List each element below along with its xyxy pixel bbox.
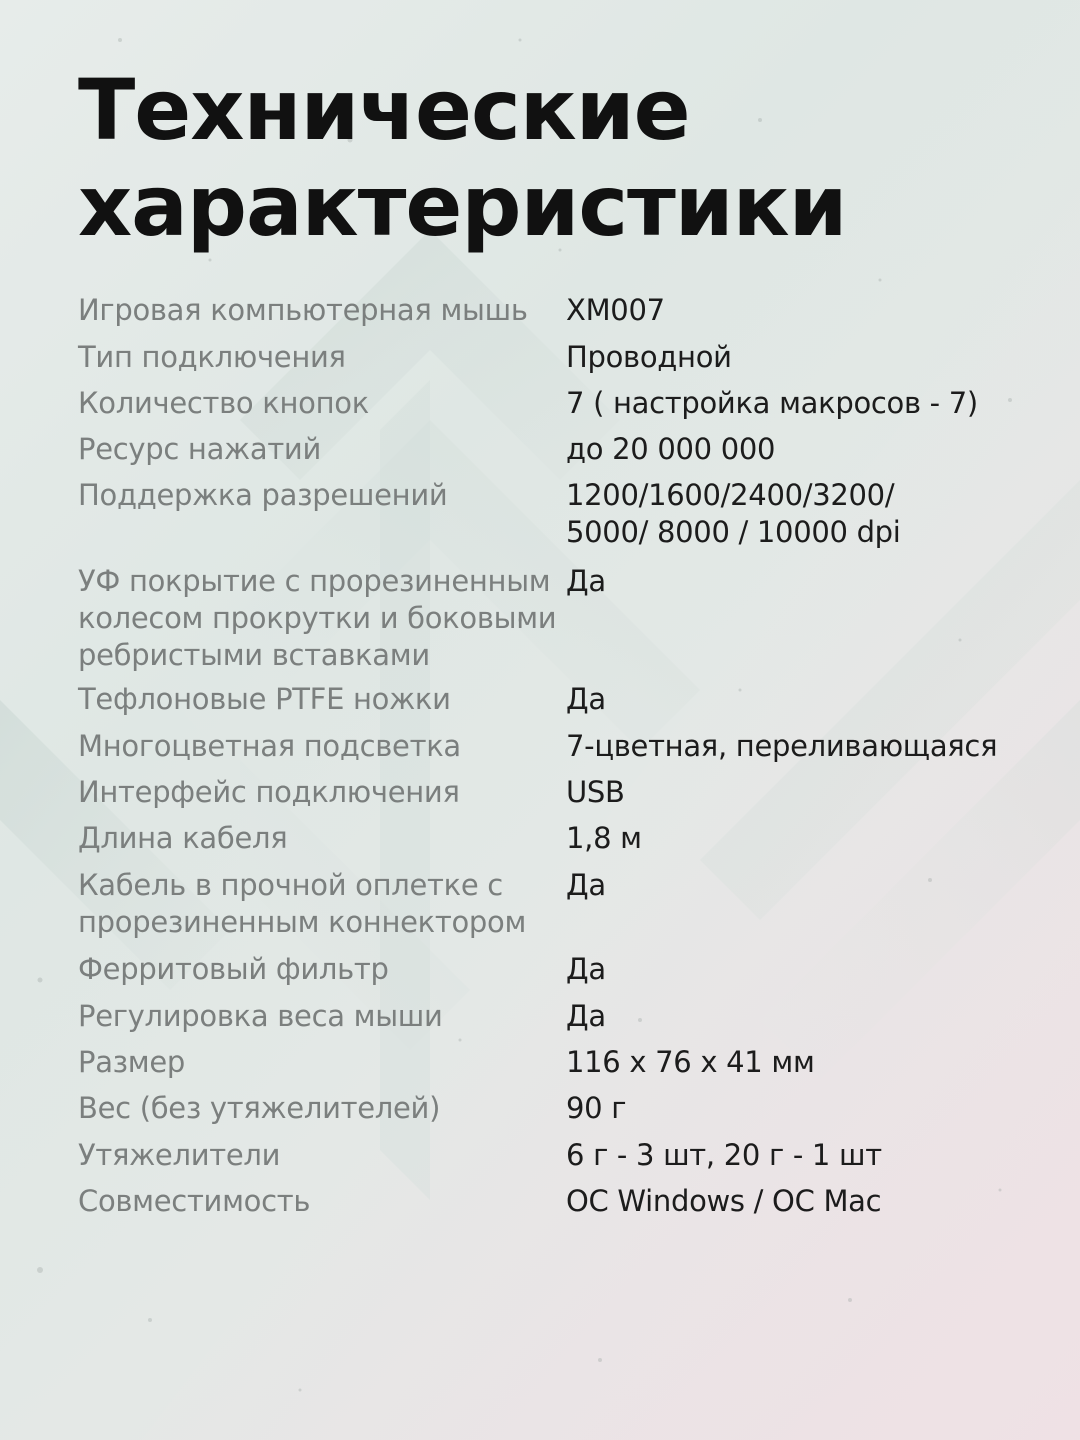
spec-row bbox=[78, 339, 1018, 376]
spec-label: Регулировка веса мыши bbox=[78, 999, 443, 1033]
spec-value: 6 г - 3 шт, 20 г - 1 шт bbox=[566, 1138, 882, 1172]
spec-row bbox=[78, 477, 1018, 551]
spec-value: 7 ( настройка макросов - 7) bbox=[566, 386, 978, 420]
spec-value: Да bbox=[566, 868, 606, 902]
spec-value: Да bbox=[566, 682, 606, 716]
spec-label: Тефлоновые PTFE ножки bbox=[78, 682, 451, 716]
spec-label: УФ покрытие с прорезиненным колесом прокрутки и боковыми ребристыми вставками bbox=[78, 564, 557, 672]
spec-row bbox=[78, 1090, 1018, 1127]
spec-label: Интерфейс подключения bbox=[78, 775, 460, 809]
spec-value: 116 x 76 x 41 мм bbox=[566, 1045, 815, 1079]
spec-value: ОС Windows / ОС Mac bbox=[566, 1184, 882, 1218]
spec-label: Длина кабеля bbox=[78, 821, 288, 855]
page-title bbox=[78, 62, 847, 254]
spec-value: Да bbox=[566, 952, 606, 986]
spec-row bbox=[78, 998, 1018, 1035]
spec-label: Кабель в прочной оплетке с прорезиненным коннектором bbox=[78, 868, 527, 939]
spec-value: Да bbox=[566, 564, 606, 598]
page-title-line-2: характеристики bbox=[78, 157, 847, 255]
spec-row bbox=[78, 431, 1018, 468]
spec-label: Размер bbox=[78, 1045, 186, 1079]
spec-row bbox=[78, 728, 1018, 765]
spec-value: USB bbox=[566, 775, 625, 809]
spec-row bbox=[78, 867, 1018, 941]
spec-value: 1200/1600/2400/3200/ 5000/ 8000 / 10000 dpi bbox=[566, 478, 901, 549]
spec-label: Утяжелители bbox=[78, 1138, 281, 1172]
spec-label: Ферритовый фильтр bbox=[78, 952, 389, 986]
spec-label: Поддержка разрешений bbox=[78, 478, 448, 512]
spec-label: Совместимость bbox=[78, 1184, 311, 1218]
spec-value: Проводной bbox=[566, 340, 732, 374]
spec-row bbox=[78, 292, 1018, 329]
spec-label: Ресурс нажатий bbox=[78, 432, 322, 466]
spec-row bbox=[78, 563, 1018, 674]
spec-row bbox=[78, 681, 1018, 718]
spec-row bbox=[78, 1137, 1018, 1174]
spec-value: Да bbox=[566, 999, 606, 1033]
spec-label: Многоцветная подсветка bbox=[78, 729, 461, 763]
spec-label: Тип подключения bbox=[78, 340, 346, 374]
spec-row bbox=[78, 951, 1018, 988]
spec-value: 1,8 м bbox=[566, 821, 642, 855]
spec-value: 90 г bbox=[566, 1091, 627, 1125]
spec-row bbox=[78, 1044, 1018, 1081]
spec-value: до 20 000 000 bbox=[566, 432, 776, 466]
spec-label: Вес (без утяжелителей) bbox=[78, 1091, 441, 1125]
spec-row bbox=[78, 385, 1018, 422]
spec-label: Количество кнопок bbox=[78, 386, 369, 420]
spec-value: XM007 bbox=[566, 293, 665, 327]
spec-label: Игровая компьютерная мышь bbox=[78, 293, 528, 327]
spec-row bbox=[78, 820, 1018, 857]
spec-row bbox=[78, 774, 1018, 811]
page-title-line-1: Технические bbox=[78, 61, 690, 159]
spec-value: 7-цветная, переливающаяся bbox=[566, 729, 998, 763]
spec-row bbox=[78, 1183, 1018, 1220]
